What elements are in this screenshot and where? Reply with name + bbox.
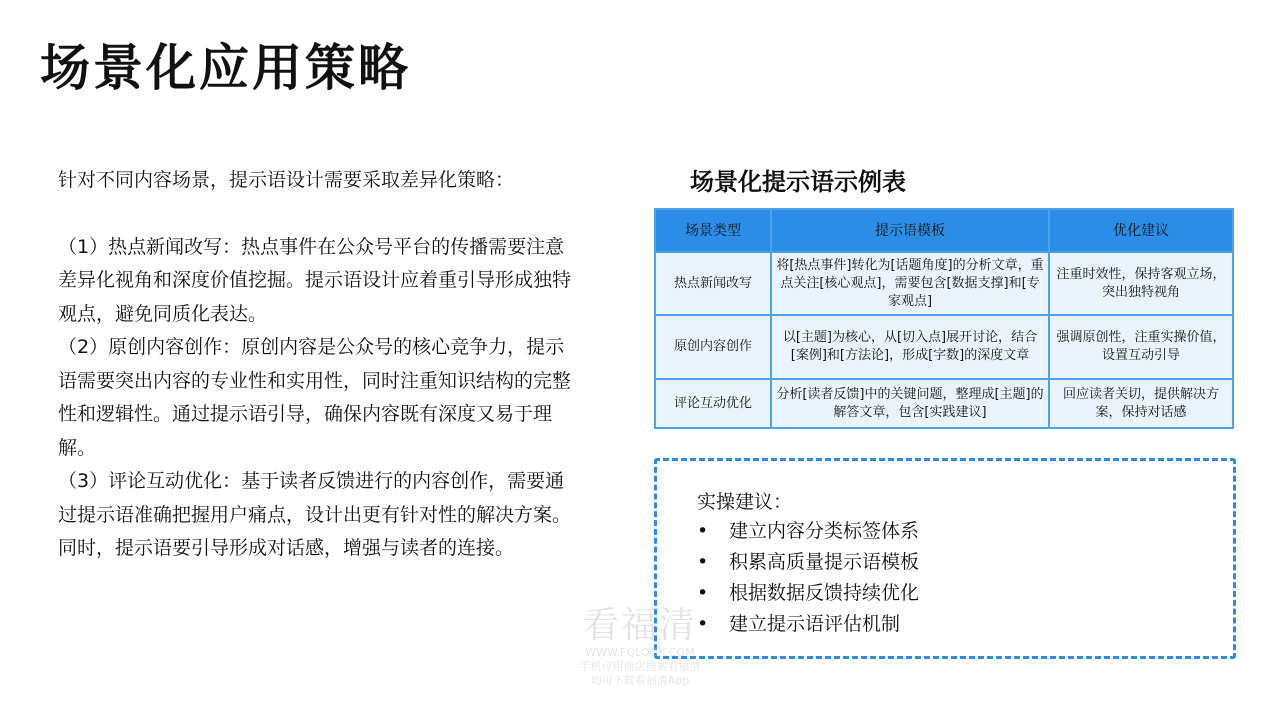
watermark-logo: 看福清	[582, 605, 697, 646]
strategy-comment: （3）评论互动优化：基于读者反馈进行的内容创作，需要通过提示语准确把握用户痛点，设计出更有针对性的解决方案。同时，提示语要引导形成对话感，增强与读者的连接。	[58, 470, 572, 559]
cell-template: 将[热点事件]转化为[话题角度]的分析文章，重点关注[核心观点]，需要包含[数据支撑]和[专家观点]	[771, 252, 1049, 315]
cell-advice: 回应读者关切，提供解决方案，保持对话感	[1049, 379, 1233, 428]
cell-template: 以[主题]为核心，从[切入点]展开讨论，结合[案例]和[方法论]，形成[字数]的深度文章	[771, 315, 1049, 379]
header-template: 提示语模板	[771, 209, 1049, 252]
table-row	[655, 252, 1233, 315]
table-row	[655, 379, 1233, 428]
header-scene: 场景类型	[655, 209, 771, 252]
watermark-line2: 均可下载看福清App	[590, 674, 690, 687]
example-table	[654, 208, 1234, 429]
cell-advice: 注重时效性，保持客观立场，突出独特视角	[1049, 252, 1233, 315]
cell-template: 分析[读者反馈]中的关键问题，整理成[主题]的解答文章，包含[实践建议]	[771, 379, 1049, 428]
strategy-original: （2）原创内容创作：原创内容是公众号的核心竞争力，提示语需要突出内容的专业性和实用性，同时注重知识结构的完整性和逻辑性。通过提示语引导，确保内容既有深度又易于理解。	[58, 336, 572, 459]
strategy-hot-news: （1）热点新闻改写：热点事件在公众号平台的传播需要注意差异化视角和深度价值挖掘。提示语设计应着重引导形成独特观点，避免同质化表达。	[58, 235, 572, 325]
table-title: 场景化提示语示例表	[690, 168, 906, 196]
header-advice: 优化建议	[1049, 209, 1233, 252]
cell-scene: 热点新闻改写	[655, 252, 771, 315]
intro-text: 针对不同内容场景，提示语设计需要采取差异化策略：	[58, 169, 515, 191]
table-header-row	[655, 209, 1233, 252]
cell-scene: 原创内容创作	[655, 315, 771, 379]
tip-item: • 建立内容分类标签体系	[697, 516, 919, 547]
cell-scene: 评论互动优化	[655, 379, 771, 428]
tip-item: • 积累高质量提示语模板	[697, 547, 919, 578]
table-row	[655, 315, 1233, 379]
watermark-url: WWW.FQLOOK.COM	[585, 646, 695, 659]
tips-list	[697, 516, 919, 640]
tips-box	[654, 458, 1236, 659]
cell-advice: 强调原创性，注重实操价值，设置互动引导	[1049, 315, 1233, 379]
tips-title: 实操建议：	[697, 491, 793, 513]
page-title: 场景化应用策略	[40, 39, 411, 97]
watermark	[570, 606, 710, 688]
tip-item: • 根据数据反馈持续优化	[697, 578, 919, 609]
watermark-line1: 手机应用商店搜索看福清	[579, 660, 701, 673]
tip-item: • 建立提示语评估机制	[697, 609, 919, 640]
strategy-text	[58, 164, 578, 566]
